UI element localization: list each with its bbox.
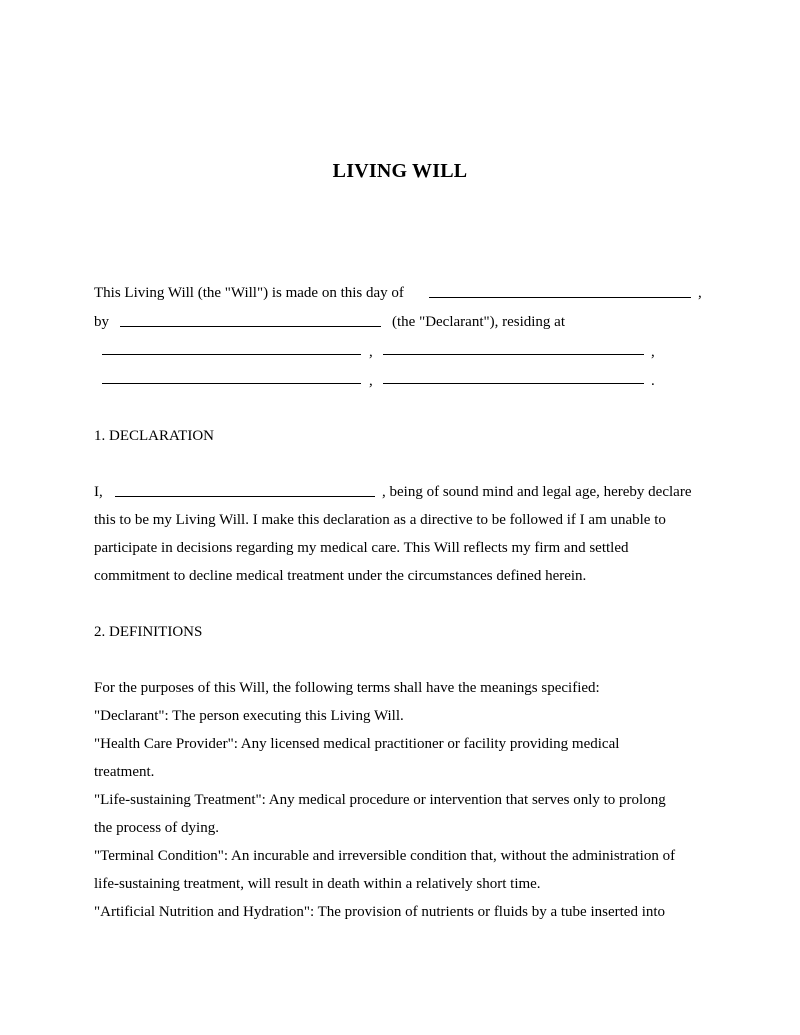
address-blank-2[interactable] (383, 354, 644, 355)
intro-line-2: (the "Declarant"), residing at (392, 314, 566, 330)
definitions-line: "Artificial Nutrition and Hydration": The provision of nutrients or fluids by a tube inserted into (94, 904, 666, 920)
declaration-line-2: this to be my Living Will. I make this declaration as a directive to be followed if I am unable to (94, 512, 666, 528)
declaration-prefix: I, (94, 484, 103, 500)
declaration-line-4: commitment to decline medical treatment under the circumstances defined herein. (94, 568, 587, 584)
declarant-name-blank[interactable] (120, 326, 381, 327)
address-comma-3: , (369, 373, 373, 389)
definitions-line: "Declarant": The person executing this Living Will. (94, 708, 404, 724)
address-blank-1[interactable] (102, 354, 361, 355)
section-1-heading: 1. DECLARATION (94, 428, 214, 444)
address-comma-1: , (369, 344, 373, 360)
definitions-line: "Terminal Condition": An incurable and irreversible condition that, without the administration of (94, 848, 676, 864)
definitions-line: "Health Care Provider": Any licensed medical practitioner or facility providing medical (94, 736, 620, 752)
definitions-line: "Life-sustaining Treatment": Any medical procedure or intervention that serves only to prolong (94, 792, 666, 808)
intro-comma: , (698, 285, 702, 301)
definitions-line: For the purposes of this Will, the following terms shall have the meanings specified: (94, 680, 600, 696)
definitions-line: life-sustaining treatment, will result in death within a relatively short time. (94, 876, 541, 892)
address-period: . (651, 373, 655, 389)
address-blank-4[interactable] (383, 383, 644, 384)
address-blank-3[interactable] (102, 383, 361, 384)
section-2-heading: 2. DEFINITIONS (94, 624, 203, 640)
definitions-line: treatment. (94, 764, 155, 780)
declarant-signature-name-blank[interactable] (115, 496, 375, 497)
intro-by-label: by (94, 314, 109, 330)
date-blank[interactable] (429, 297, 691, 298)
address-comma-2: , (651, 344, 655, 360)
declaration-line-3: participate in decisions regarding my medical care. This Will reflects my firm and settled (94, 540, 629, 556)
intro-line-1: This Living Will (the "Will") is made on this day of (94, 285, 404, 301)
definitions-line: the process of dying. (94, 820, 219, 836)
document-title: LIVING WILL (332, 160, 468, 182)
declaration-line-1: , being of sound mind and legal age, hereby declare (382, 484, 692, 500)
